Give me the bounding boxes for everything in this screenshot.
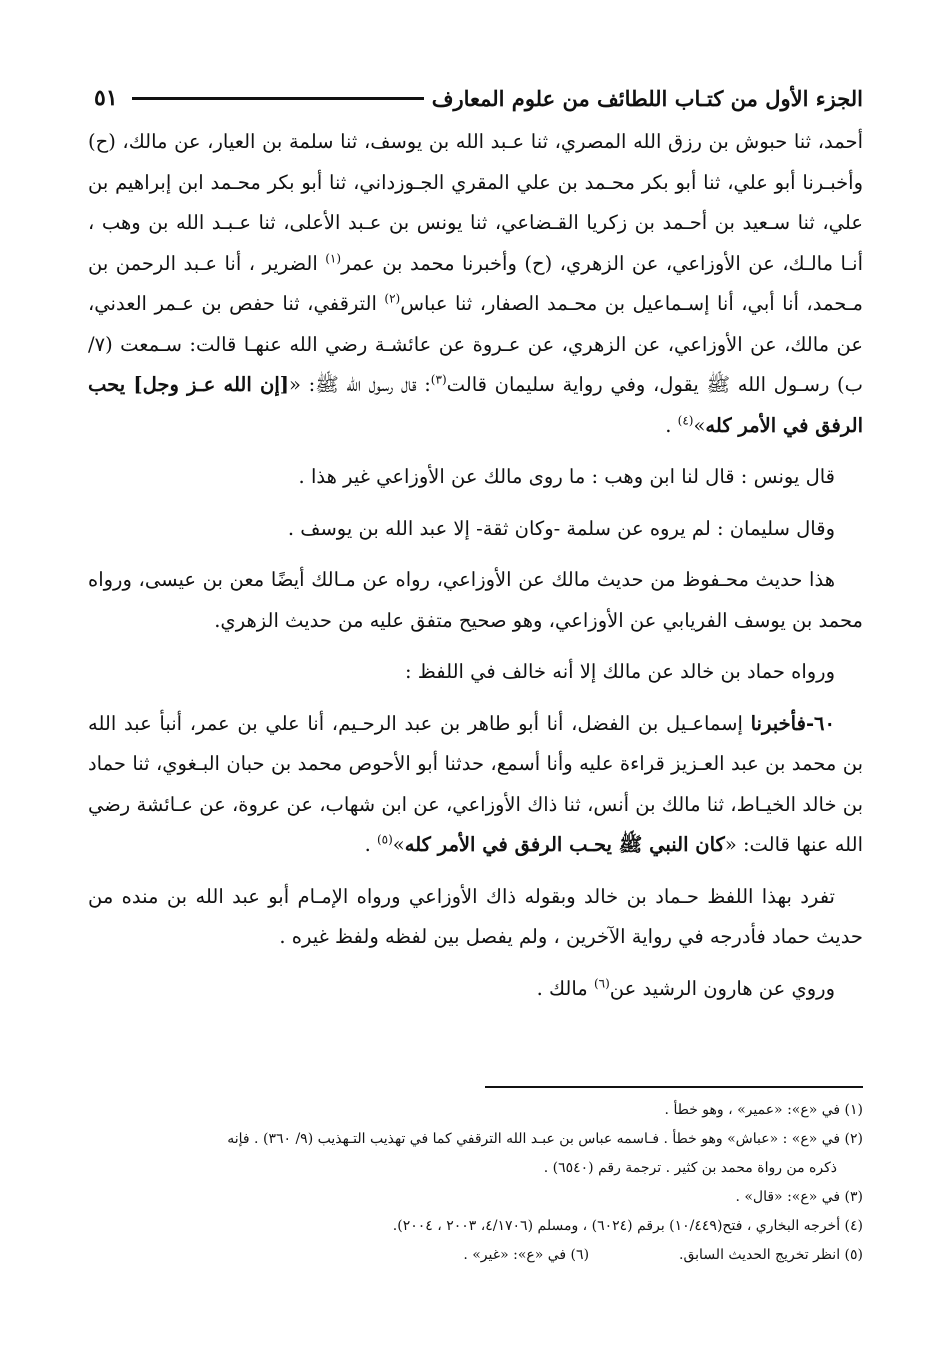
paragraph-isnad-60: [88, 704, 863, 866]
paragraph-isnad-59: [88, 122, 863, 446]
hadith-text-bold: كان النبي ﷺ يحـب الرفق في الأمر كله: [404, 833, 725, 856]
header-rule: [132, 97, 424, 100]
text-segment: إسماعـيل بن الفضل، أنا أبو طاهر بن عبد الرحـيم، أنا علي بن عمر، أنبأ عبد الله بن محمد بن عبد العـزيز قراءة عليه وأنا أسمع، حدثنا أبو الأحوص محمد بن حبان البـغوي، ثنا حماد بن خالد الخيـاط، ثنا مالك بن أنس، ثنا ذاك الأوزاعي، عن ابن شهاب، عن عروة، عن عـائشة رضي الله عنها قالت: «: [88, 711, 863, 856]
footnote-ref-2[interactable]: (٢): [384, 291, 401, 306]
footnote-ref-1[interactable]: (١): [325, 251, 342, 265]
footnote-ref-3[interactable]: (٣): [430, 372, 447, 387]
text-segment: وروي عن هارون الرشيد عن: [609, 976, 835, 1000]
footnote-row-5-6: [88, 1241, 863, 1270]
page-content: [88, 78, 863, 1009]
footnote-6: (٦) في «ع»: «غير» .: [463, 1247, 590, 1263]
footnotes-section: [88, 1086, 863, 1270]
hadith-text-bold: [إن الله عـز وجل] يحب الرفق في الأمر كله: [88, 373, 863, 437]
footnote-1: (١) في «ع»: «عمير» ، وهو خطأ .: [664, 1102, 863, 1118]
text-segment: »: [693, 413, 706, 437]
paragraph-yunus: قال يونس : قال لنا ابن وهب : ما روى مالك عن الأوزاعي غير هذا .: [298, 465, 835, 488]
paragraph-sulayman: وقال سليمان : لم يروه عن سلمة -وكان ثقة- إلا عبد الله بن يوسف .: [287, 516, 835, 540]
text-segment: »: [392, 833, 405, 856]
footnote-2: (٢) في «ع» : «عباش» وهو خطأ . فـاسمه عباس بن عبـد الله الترقفي كما في تهذيب التـهذيب (٩/ ٣٦٠) . فإنه: [227, 1131, 863, 1147]
main-text: [88, 122, 863, 1009]
text-segment: : قال رسول الله ﷺ: «: [289, 373, 431, 396]
paragraph-hammad: ورواه حماد بن خالد عن مالك إلا أنه خالف في اللفظ :: [405, 660, 835, 683]
isnad-lead: فأخبرنا: [750, 711, 806, 735]
footnote-4: (٤) أخرجه البخاري ، فتح(١٠/٤٤٩) برقم (٦٠٢٤) ، ومسلم (٤/١٧٠٦، ٢٠٠٣ ، ٢٠٠٤).: [392, 1218, 863, 1234]
text-segment: مالك .: [536, 976, 594, 1000]
footnote-rule: [485, 1086, 863, 1088]
footnote-5: (٥) انظر تخريج الحديث السابق.: [679, 1247, 863, 1263]
page-number: ٥١: [94, 85, 118, 111]
footnote-ref-6[interactable]: (٦): [593, 976, 610, 990]
text-segment: .: [364, 833, 377, 856]
text-segment: الضرير ، أنا عـبد الرحمن بن مـحمد، أنا أبي، أنا إسـماعيل بن محـمد الصفار، ثنا عباس: [88, 251, 863, 315]
paragraph-commentary: هذا حديث محـفوظ من حديث مالك عن الأوزاعي، رواه عن مـالك أيضًا معن بن عيسى، ورواه محمد بن يوسف الفريابي عن الأوزاعي، وهو صحيح متفق عليه من حديث الزهري.: [88, 568, 863, 632]
text-segment: الترقفي، ثنا حفص بن عـمر العدني، عن مالك، عن الأوزاعي، عن الزهري، عن عـروة عن عائشـة رضي الله عنهـا قالت: سـمعت (٧/ب) رسـول الله ﷺ يقول، وفي رواية سليمان قالت: [88, 292, 864, 396]
footnote-2-continued: ذكره من رواة محمد بن كثير . ترجمة رقم (٦٥٤٠) .: [543, 1160, 837, 1176]
footnote-3: (٣) في «ع»: «قال» .: [735, 1189, 863, 1205]
header-title: الجزء الأول من كتـاب اللطائف من علوم المعارف: [431, 85, 863, 111]
footnote-ref-4[interactable]: (٤): [677, 413, 694, 427]
paragraph-harun: [88, 969, 863, 1010]
running-header: [88, 78, 863, 118]
paragraph-tafarrud: تفرد بهذا اللفظ حـماد بن خالد وبقوله ذاك الأوزاعي ورواه الإمـام أبو عبد الله بن منده من حديث حماد فأدرجه في رواية الآخرين ، ولم يفصل بين لفظه ولفظ غيره .: [88, 884, 863, 948]
text-segment: أحمد، ثنا حبوش بن رزق الله المصري، ثنا عـبد الله بن يوسف، ثنا سلمة بن العيار، عن مالك، (ح) وأخبـرنا أبو علي، ثنا أبو بكر محـمد بن علي المقري الجـوزداني، ثنا أبو بكر محـمد ابن إبراهيم بن علي، ثنا سـعيد بن أحـمد بن زكريا القـضاعي، ثنا يونس بن عـبد الأعلى، ثنا عـبـد الله بن وهب ، أنـا مالـك، عن الأوزاعي، عن الزهري، (ح) وأخبرنا محمد بن عمر: [88, 130, 863, 275]
footnote-ref-5[interactable]: (٥): [376, 832, 393, 847]
text-segment: .: [665, 413, 678, 437]
hadith-number: ٦٠-: [805, 711, 835, 735]
